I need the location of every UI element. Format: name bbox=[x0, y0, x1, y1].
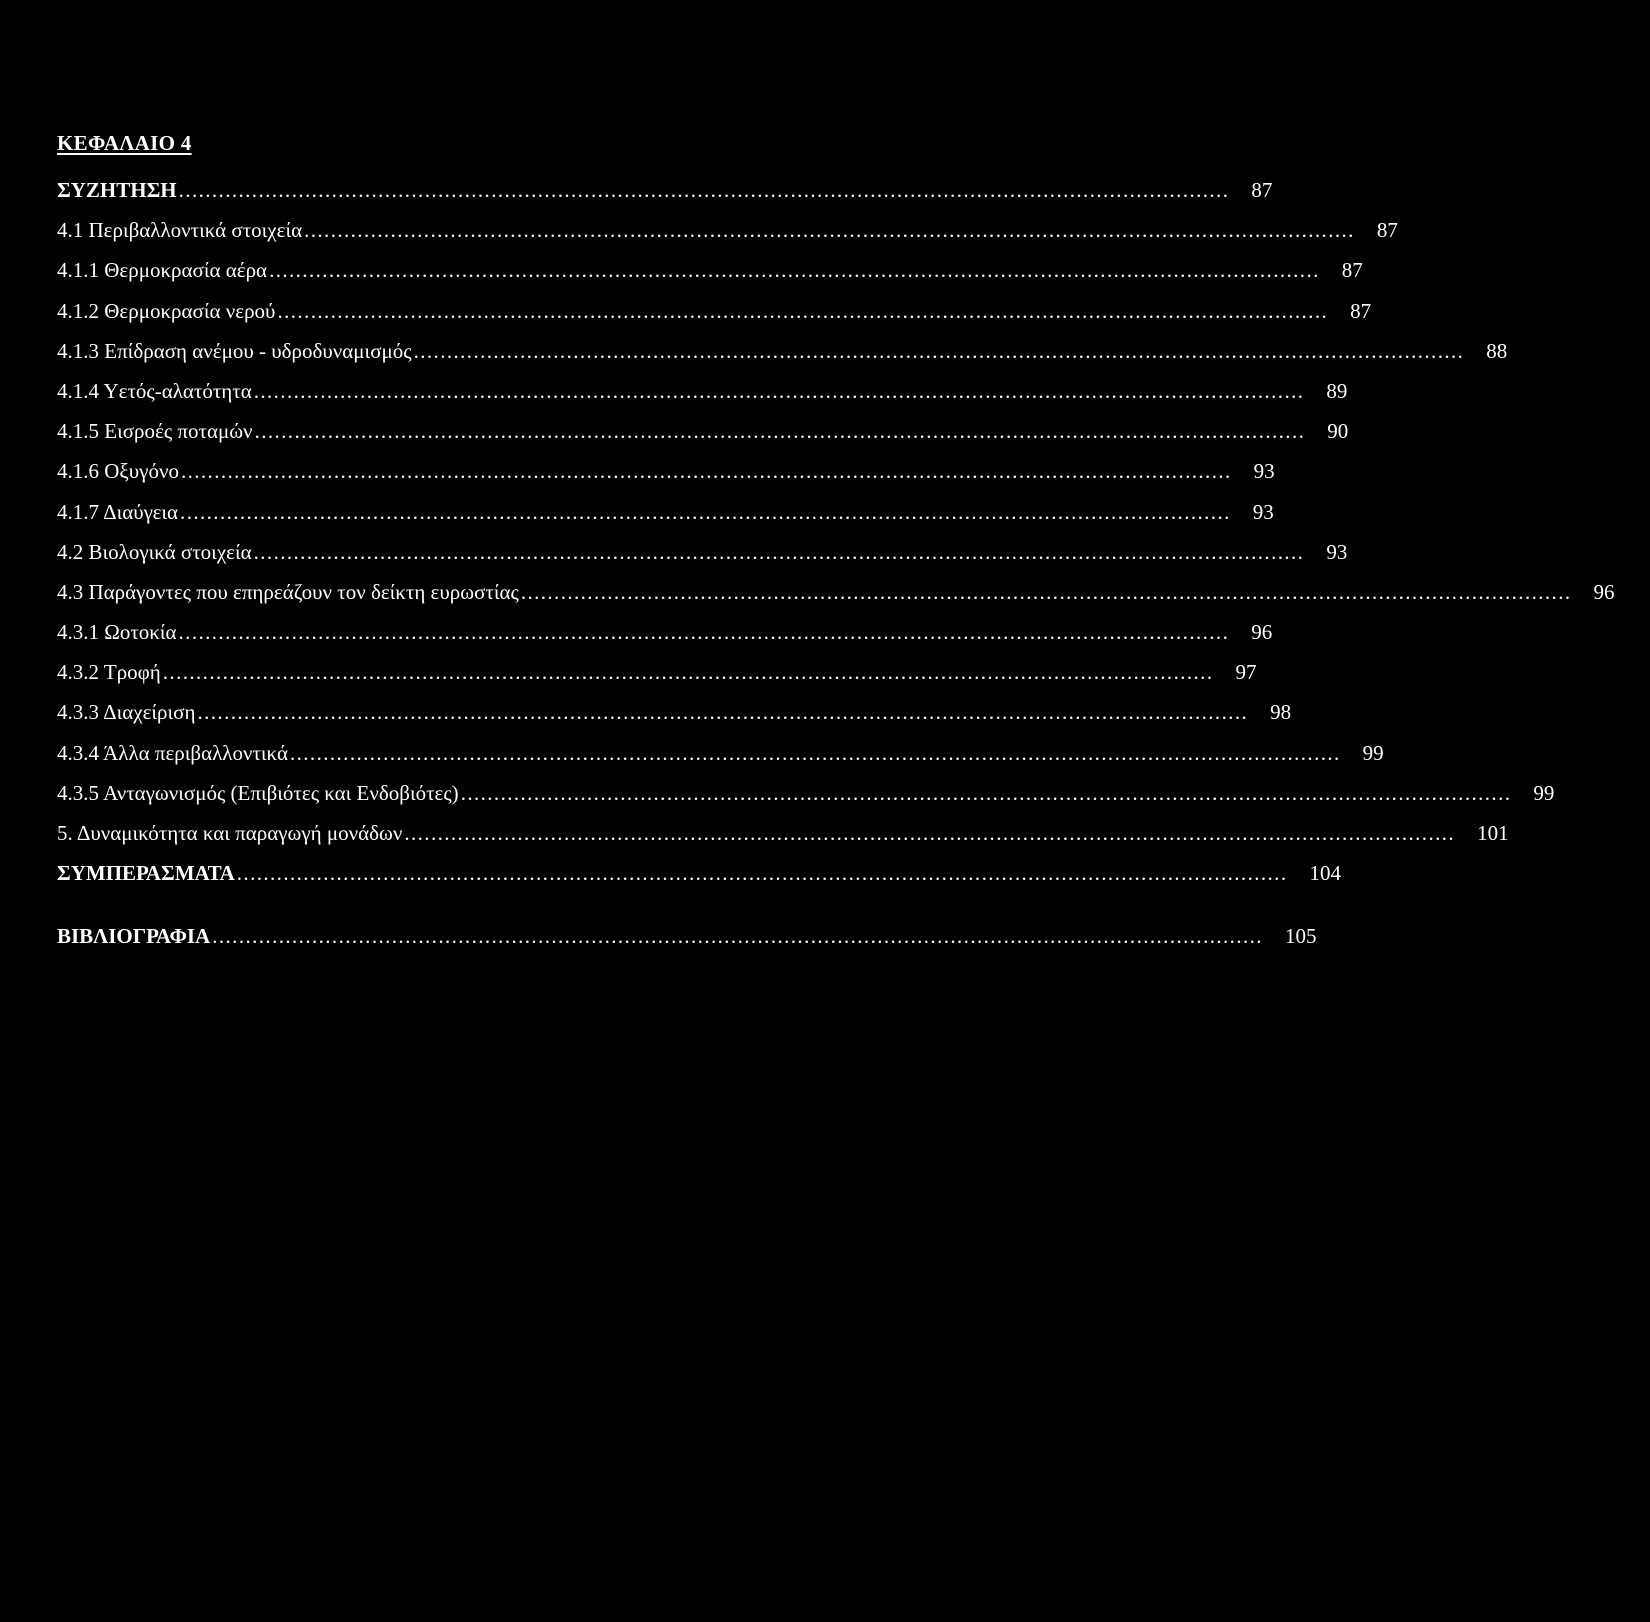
toc-entry bbox=[57, 780, 1555, 821]
toc-entry-label: ΣΥΜΠΕΡΑΣΜΑΤΑ bbox=[57, 861, 235, 886]
toc-entry-page-number: 99 bbox=[1362, 740, 1384, 765]
toc-entry-page-number: 90 bbox=[1327, 419, 1349, 444]
toc-leader-dots: .............................................................................................................................................................. bbox=[236, 861, 1288, 886]
toc-entry bbox=[57, 178, 1273, 218]
toc-entry-label: 4.1 Περιβαλλοντικά στοιχεία bbox=[57, 218, 303, 243]
toc-entry-page-number: 96 bbox=[1593, 579, 1615, 604]
toc-leader-dots: .............................................................................................................................................................. bbox=[253, 539, 1305, 564]
toc-leader-dots: .............................................................................................................................................................. bbox=[520, 579, 1572, 604]
toc-entry-label: 4.1.7 Διαύγεια bbox=[57, 499, 179, 524]
toc-entry-page-number: 93 bbox=[1252, 499, 1274, 524]
toc-entry-page-number: 105 bbox=[1284, 924, 1317, 949]
toc-entry-page-number: 89 bbox=[1326, 378, 1348, 403]
toc-entry-label: 4.3.3 Διαχείριση bbox=[57, 700, 196, 725]
toc-entry-label: 4.1.6 Οξυγόνο bbox=[57, 459, 179, 484]
toc-entry-page-number: 88 bbox=[1486, 338, 1508, 363]
toc-leader-dots: .............................................................................................................................................................. bbox=[162, 660, 1214, 685]
toc-leader-dots: .............................................................................................................................................................. bbox=[404, 821, 1456, 845]
toc-entry bbox=[57, 740, 1384, 781]
toc-leader-dots: .............................................................................................................................................................. bbox=[269, 258, 1320, 283]
toc-entry-page-number: 87 bbox=[1251, 178, 1273, 202]
toc-entry bbox=[57, 298, 1372, 339]
toc-entry bbox=[57, 499, 1274, 540]
toc-entry-page-number: 87 bbox=[1341, 258, 1363, 283]
toc-entry bbox=[57, 924, 1317, 964]
toc-leader-dots: .............................................................................................................................................................. bbox=[180, 499, 1231, 524]
toc-entry-page-number: 87 bbox=[1376, 218, 1398, 243]
toc-leader-dots: .............................................................................................................................................................. bbox=[460, 780, 1512, 805]
toc-leader-dots: .............................................................................................................................................................. bbox=[178, 178, 1230, 202]
toc-entry-label: 4.3.4 Άλλα περιβαλλοντικά bbox=[57, 740, 288, 765]
toc-entry bbox=[57, 459, 1275, 499]
table-of-contents bbox=[57, 178, 1615, 965]
toc-leader-dots: .............................................................................................................................................................. bbox=[289, 740, 1341, 765]
toc-leader-dots: .............................................................................................................................................................. bbox=[254, 419, 1306, 444]
toc-entry bbox=[57, 660, 1257, 700]
toc-entry bbox=[57, 378, 1348, 419]
toc-entry-label: ΣΥΖΗΤΗΣΗ bbox=[57, 178, 177, 202]
toc-entry-label: 4.1.2 Θερμοκρασία νερού bbox=[57, 298, 276, 323]
toc-entry-label: 4.3.5 Ανταγωνισμός (Επιβιότες και Ενδοβιότες) bbox=[57, 780, 459, 805]
toc-leader-dots: .............................................................................................................................................................. bbox=[180, 459, 1232, 484]
toc-entry bbox=[57, 338, 1508, 379]
toc-entry-page-number: 104 bbox=[1309, 861, 1341, 886]
toc-entry bbox=[57, 579, 1615, 620]
toc-entry bbox=[57, 821, 1509, 861]
chapter-heading: ΚΕΦΑΛΑΙΟ 4 bbox=[57, 131, 192, 155]
toc-entry-page-number: 99 bbox=[1533, 780, 1555, 805]
toc-leader-dots: .............................................................................................................................................................. bbox=[304, 218, 1355, 243]
toc-entry bbox=[57, 700, 1292, 740]
toc-entry-label: 4.1.5 Εισροές ποταμών bbox=[57, 419, 253, 444]
toc-entry bbox=[57, 258, 1363, 298]
toc-entry bbox=[57, 218, 1398, 258]
toc-entry-page-number: 97 bbox=[1235, 660, 1257, 685]
toc-entry-label: 4.3.1 Ωοτοκία bbox=[57, 620, 177, 645]
toc-entry bbox=[57, 620, 1273, 660]
toc-entry-label: 5. Δυναμικότητα και παραγωγή μονάδων bbox=[57, 821, 403, 845]
toc-leader-dots: .............................................................................................................................................................. bbox=[413, 338, 1465, 363]
toc-entry bbox=[57, 539, 1348, 580]
toc-entry-page-number: 101 bbox=[1477, 821, 1509, 845]
toc-leader-dots: .............................................................................................................................................................. bbox=[212, 924, 1263, 949]
toc-entry-label: 4.3.2 Τροφή bbox=[57, 660, 161, 685]
toc-leader-dots: .............................................................................................................................................................. bbox=[178, 620, 1230, 645]
toc-leader-dots: .............................................................................................................................................................. bbox=[253, 378, 1305, 403]
toc-entry-page-number: 93 bbox=[1326, 539, 1348, 564]
toc-entry-label: 4.2 Βιολογικά στοιχεία bbox=[57, 539, 252, 564]
toc-leader-dots: .............................................................................................................................................................. bbox=[277, 298, 1329, 323]
toc-entry-label: 4.3 Παράγοντες που επηρεάζουν τον δείκτη ευρωστίας bbox=[57, 579, 519, 604]
toc-leader-dots: .............................................................................................................................................................. bbox=[197, 700, 1249, 725]
toc-entry-page-number: 98 bbox=[1270, 700, 1292, 725]
toc-entry bbox=[57, 419, 1349, 459]
toc-entry-page-number: 87 bbox=[1350, 298, 1372, 323]
toc-entry-label: 4.1.4 Υετός-αλατότητα bbox=[57, 378, 252, 403]
toc-entry-label: ΒΙΒΛΙΟΓΡΑΦΙΑ bbox=[57, 924, 211, 949]
toc-entry-page-number: 96 bbox=[1251, 620, 1273, 645]
toc-entry-label: 4.1.3 Επίδραση ανέμου - υδροδυναμισμός bbox=[57, 338, 412, 363]
toc-entry-label: 4.1.1 Θερμοκρασία αέρα bbox=[57, 258, 268, 283]
toc-entry-page-number: 93 bbox=[1253, 459, 1275, 484]
toc-entry bbox=[57, 861, 1341, 901]
